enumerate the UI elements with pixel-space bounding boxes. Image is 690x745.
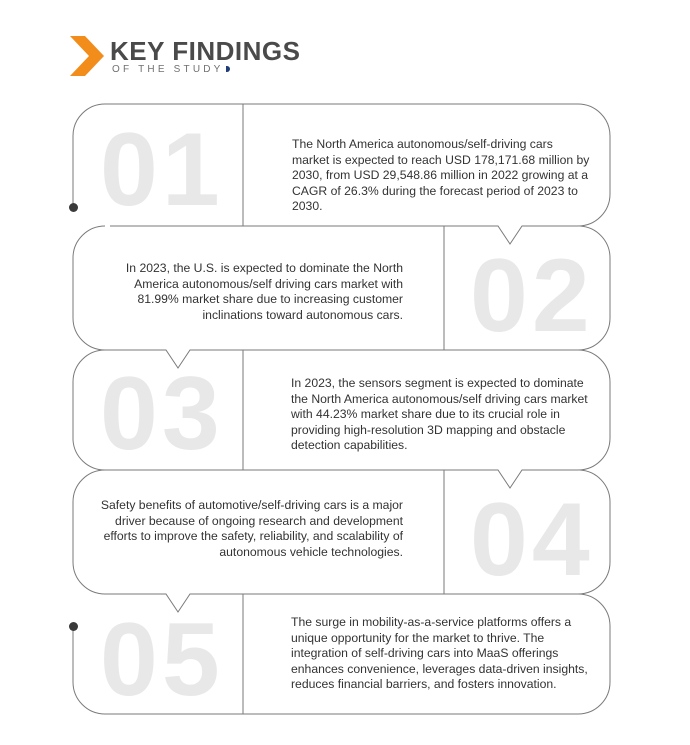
finding-text-01: The North America autonomous/self-driving cars market is expected to reach USD 178,171.68 million by 2030, from USD 29,548.86 million in 2022 growing at a CAGR of 26.3% during the forecast period of 2023 to 2030. <box>292 137 590 214</box>
start-dot <box>69 203 78 212</box>
finding-number-05: 05 <box>100 602 224 718</box>
finding-number-03: 03 <box>100 356 224 472</box>
finding-number-02: 02 <box>470 238 594 354</box>
finding-text-05: The surge in mobility-as-a-service platforms offers a unique opportunity for the market to thrive. The integration of self-driving cars into MaaS offerings enhances convenience, leverages data-driven insights, reduces financial barriers, and fosters innovation. <box>291 615 588 692</box>
finding-text-03: In 2023, the sensors segment is expected to dominate the North America autonomous/self driving cars market with 44.23% market share due to its crucial role in providing high-resolution 3D mapping and obstacle detection capabilities. <box>291 376 588 453</box>
end-dot <box>69 622 78 631</box>
page-title: KEY FINDINGS <box>110 36 301 66</box>
finding-text-02: In 2023, the U.S. is expected to dominate the North America autonomous/self driving cars market with 81.99% market share due to increasing customer inclinations toward autonomous cars. <box>125 261 403 322</box>
finding-number-01: 01 <box>100 112 224 228</box>
finding-text-04: Safety benefits of automotive/self-driving cars is a major driver because of ongoing research and development efforts to improve the safety, reliability, and scalability of autonomous vehicle technologies. <box>100 498 403 559</box>
page-subtitle: OF THE STUDY <box>112 64 230 76</box>
finding-number-04: 04 <box>470 482 594 598</box>
